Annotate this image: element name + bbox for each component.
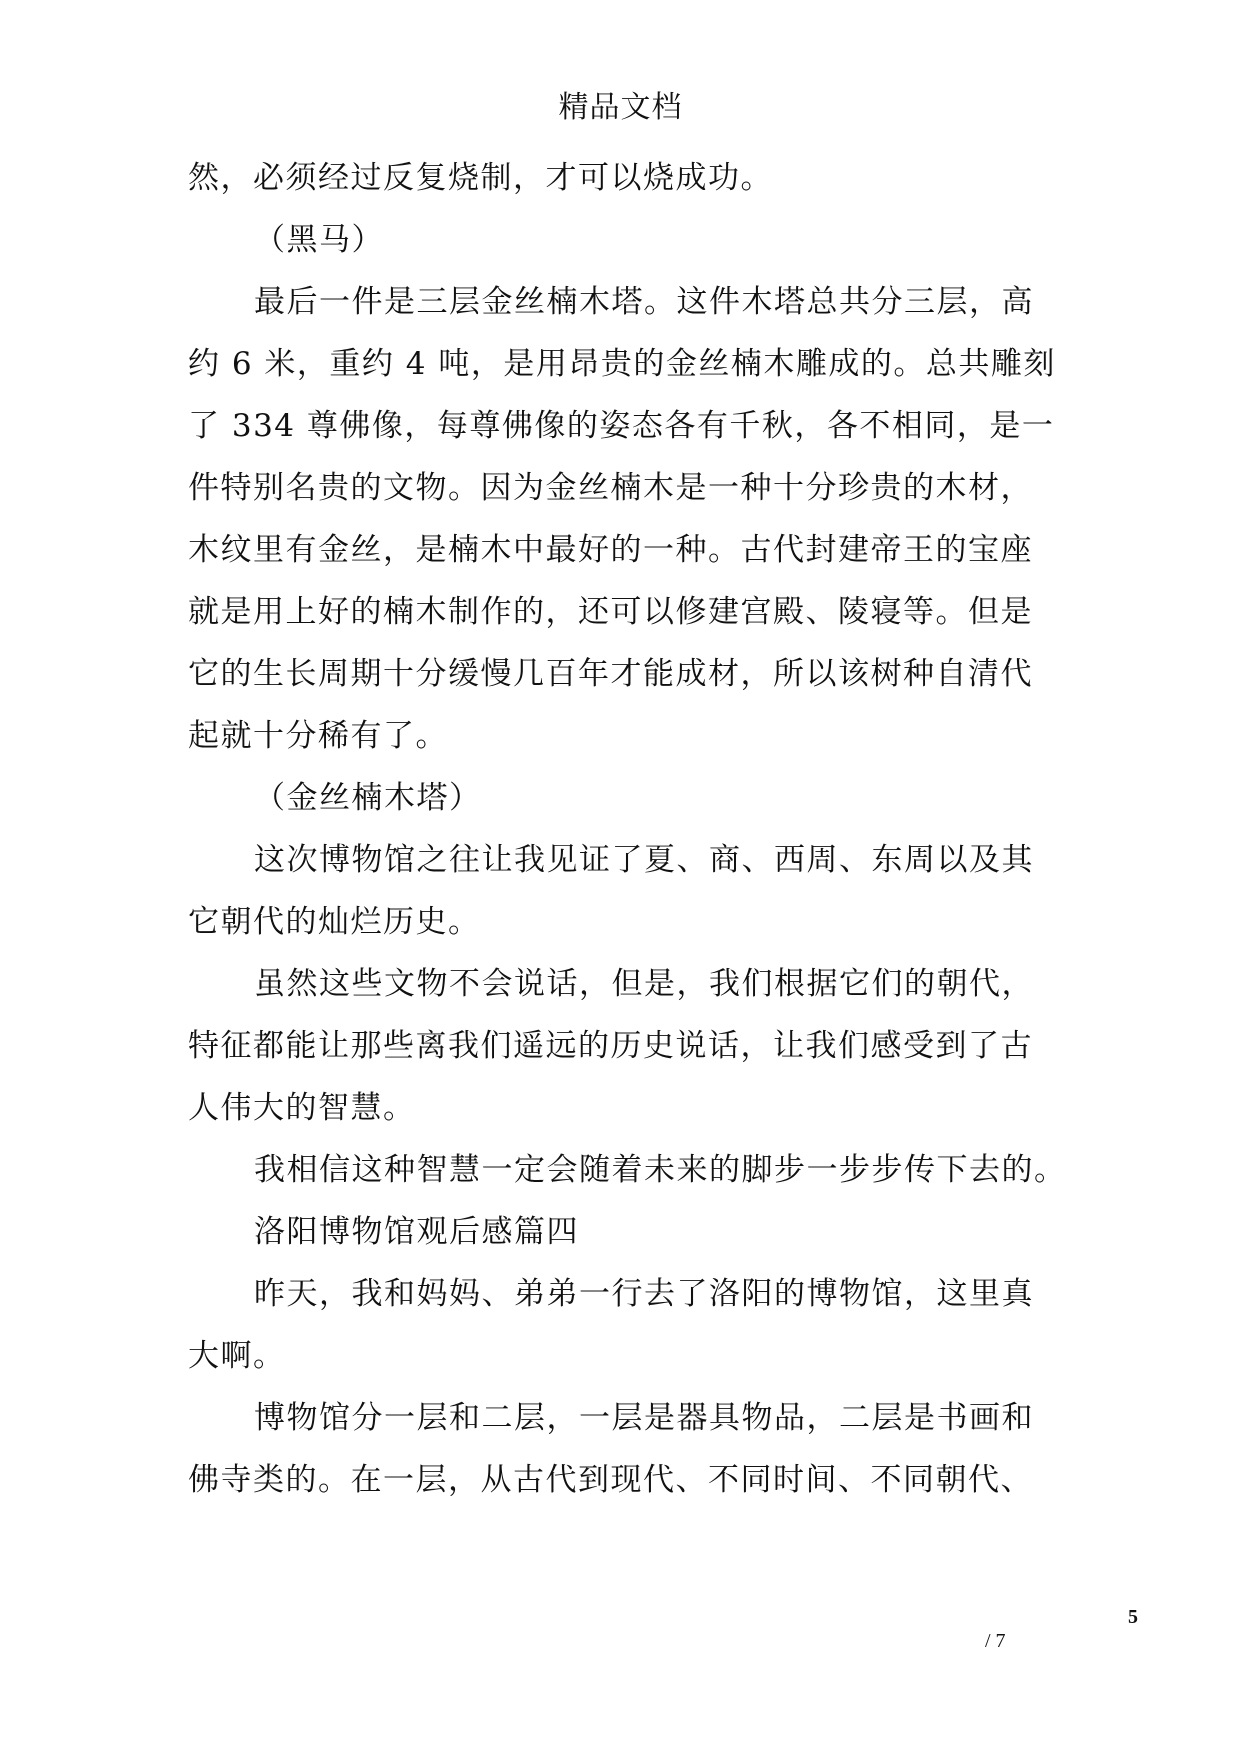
text-line: 它的生长周期十分缓慢几百年才能成材，所以该树种自清代 [188,656,1033,692]
document-body [188,158,1067,1522]
text-line: 木纹里有金丝，是楠木中最好的一种。古代封建帝王的宝座 [188,532,1033,568]
text-line: （金丝楠木塔） [254,780,482,816]
text-line: 约 6 米，重约 4 吨，是用昂贵的金丝楠木雕成的。总共雕刻 [188,346,1056,382]
text-line: 件特别名贵的文物。因为金丝楠木是一种十分珍贵的木材， [188,470,1033,506]
text-line: 就是用上好的楠木制作的，还可以修建宫殿、陵寝等。但是 [188,594,1033,630]
text-line: （黑马） [254,222,384,258]
page-number: 5 [1128,1606,1138,1628]
document-header: 精品文档 [558,90,683,125]
text-line: 然，必须经过反复烧制，才可以烧成功。 [188,160,773,196]
text-line: 我相信这种智慧一定会随着未来的脚步一步步传下去的。 [254,1152,1067,1188]
text-line: 了 334 尊佛像，每尊佛像的姿态各有千秋，各不相同，是一 [188,408,1055,444]
text-line: 博物馆分一层和二层，一层是器具物品，二层是书画和 [254,1400,1034,1436]
text-line: 佛寺类的。在一层，从古代到现代、不同时间、不同朝代、 [188,1462,1033,1498]
page-total: / 7 [985,1630,1006,1652]
text-line: 特征都能让那些离我们遥远的历史说话，让我们感受到了古 [188,1028,1033,1064]
section-heading: 洛阳博物馆观后感篇四 [254,1214,579,1250]
text-line: 它朝代的灿烂历史。 [188,904,481,940]
text-line: 虽然这些文物不会说话，但是，我们根据它们的朝代， [254,966,1034,1002]
text-line: 昨天，我和妈妈、弟弟一行去了洛阳的博物馆，这里真 [254,1276,1034,1312]
text-line: 人伟大的智慧。 [188,1090,416,1126]
text-line: 大啊。 [188,1338,286,1374]
text-line: 这次博物馆之往让我见证了夏、商、西周、东周以及其 [254,842,1034,878]
text-line: 起就十分稀有了。 [188,718,448,754]
text-line: 最后一件是三层金丝楠木塔。这件木塔总共分三层，高 [254,284,1034,320]
